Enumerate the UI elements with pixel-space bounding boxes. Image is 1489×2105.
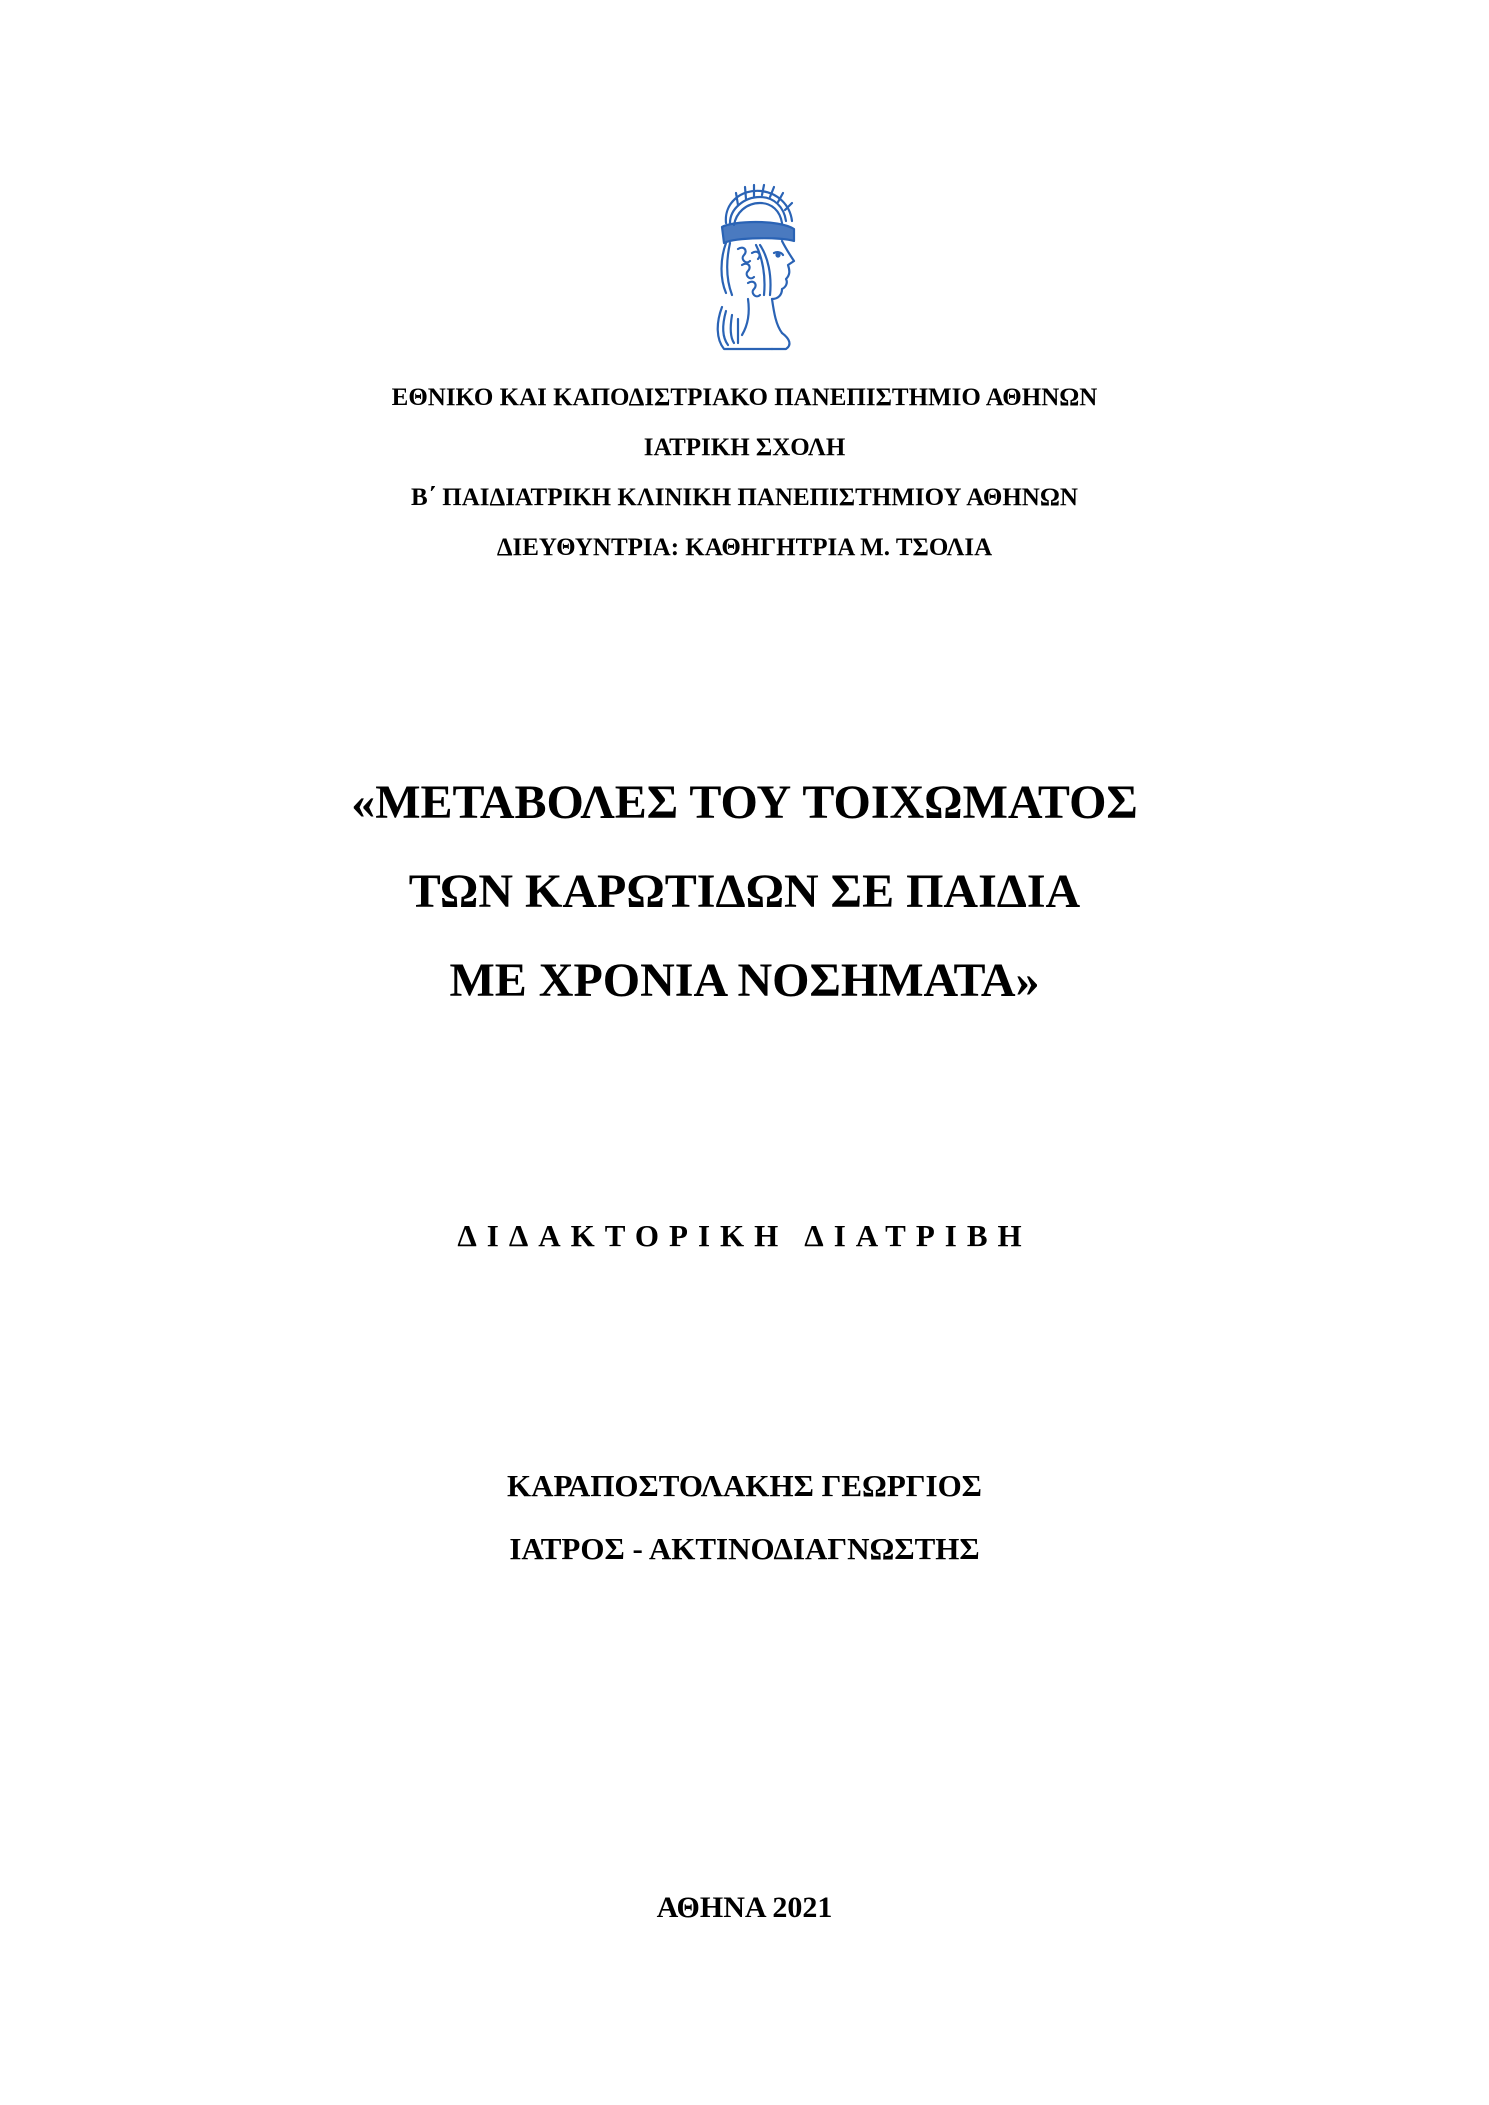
director-line: ΔΙΕΥΘΥΝΤΡΙΑ: ΚΑΘΗΓΗΤΡΙΑ Μ. ΤΣΟΛΙΑ bbox=[496, 534, 993, 561]
university-name: ΕΘΝΙΚΟ ΚΑΙ ΚΑΠΟΔΙΣΤΡΙΑΚΟ ΠΑΝΕΠΙΣΤΗΜΙΟ ΑΘΗΝΩΝ bbox=[391, 384, 1098, 411]
thesis-title-line-2: ΤΩΝ ΚΑΡΩΤΙΔΩΝ ΣΕ ΠΑΙΔΙΑ bbox=[408, 865, 1081, 918]
thesis-title-line-1: «ΜΕΤΑΒΟΛΕΣ ΤΟΥ ΤΟΙΧΩΜΑΤΟΣ bbox=[351, 776, 1138, 829]
author-profession: ΙΑΤΡΟΣ - ΑΚΤΙΝΟΔΙΑΓΝΩΣΤΗΣ bbox=[509, 1531, 980, 1566]
author-name: ΚΑΡΑΠΟΣΤΟΛΑΚΗΣ ΓΕΩΡΓΙΟΣ bbox=[507, 1468, 982, 1503]
thesis-title-line-3: ΜΕ ΧΡΟΝΙΑ ΝΟΣΗΜΑΤΑ» bbox=[449, 954, 1040, 1007]
athena-head-logo-icon bbox=[686, 183, 804, 353]
document-type: ΔΙΔΑΚΤΟΡΙΚΗ ΔΙΑΤΡΙΒΗ bbox=[457, 1218, 1032, 1253]
clinic-name: Β΄ ΠΑΙΔΙΑΤΡΙΚΗ ΚΛΙΝΙΚΗ ΠΑΝΕΠΙΣΤΗΜΙΟΥ ΑΘΗΝΩΝ bbox=[411, 484, 1078, 511]
place-and-year: ΑΘΗΝΑ 2021 bbox=[656, 1891, 833, 1924]
school-name: ΙΑΤΡΙΚΗ ΣΧΟΛΗ bbox=[643, 434, 846, 461]
